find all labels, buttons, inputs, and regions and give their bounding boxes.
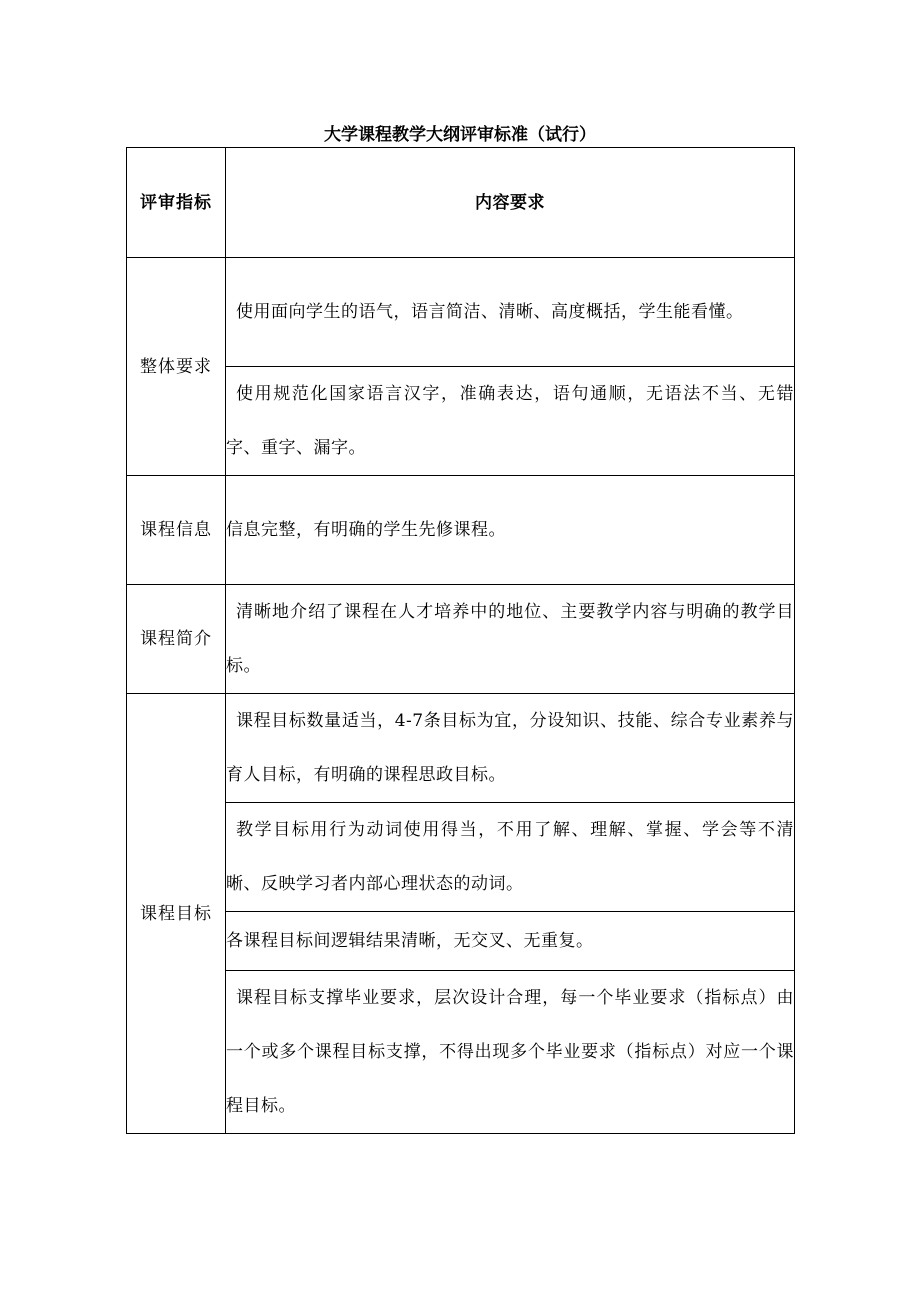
content-cell: 使用规范化国家语言汉字，准确表达，语句通顺，无语法不当、无错字、重字、漏字。 xyxy=(226,367,795,476)
table-row xyxy=(127,367,795,476)
indicator-course-info: 课程信息 xyxy=(127,476,226,585)
table-row xyxy=(127,971,795,1134)
indicator-overall: 整体要求 xyxy=(127,258,226,476)
table-row xyxy=(127,912,795,971)
indicator-course-goals: 课程目标 xyxy=(127,694,226,1134)
content-cell: 各课程目标间逻辑结果清晰，无交叉、无重复。 xyxy=(226,912,795,971)
table-row xyxy=(127,694,795,803)
indicator-course-intro: 课程简介 xyxy=(127,585,226,694)
table-row xyxy=(127,258,795,367)
criteria-table xyxy=(126,147,795,1134)
header-content: 内容要求 xyxy=(226,148,795,258)
content-cell: 课程目标支撑毕业要求，层次设计合理，每一个毕业要求（指标点）由一个或多个课程目标支撑，不得出现多个毕业要求（指标点）对应一个课程目标。 xyxy=(226,971,795,1134)
content-cell: 教学目标用行为动词使用得当，不用了解、理解、掌握、学会等不清晰、反映学习者内部心理状态的动词。 xyxy=(226,803,795,912)
content-cell: 信息完整，有明确的学生先修课程。 xyxy=(226,476,795,585)
content-cell: 使用面向学生的语气，语言简洁、清晰、高度概括，学生能看懂。 xyxy=(226,258,795,367)
table-row xyxy=(127,585,795,694)
table-header-row xyxy=(127,148,795,258)
table-row xyxy=(127,476,795,585)
header-indicator: 评审指标 xyxy=(127,148,226,258)
content-cell: 课程目标数量适当，4-7条目标为宜，分设知识、技能、综合专业素养与育人目标，有明确的课程思政目标。 xyxy=(226,694,795,803)
document-title: 大学课程教学大纲评审标准（试行） xyxy=(324,125,596,145)
content-cell: 清晰地介绍了课程在人才培养中的地位、主要教学内容与明确的教学目标。 xyxy=(226,585,795,694)
table-row xyxy=(127,803,795,912)
